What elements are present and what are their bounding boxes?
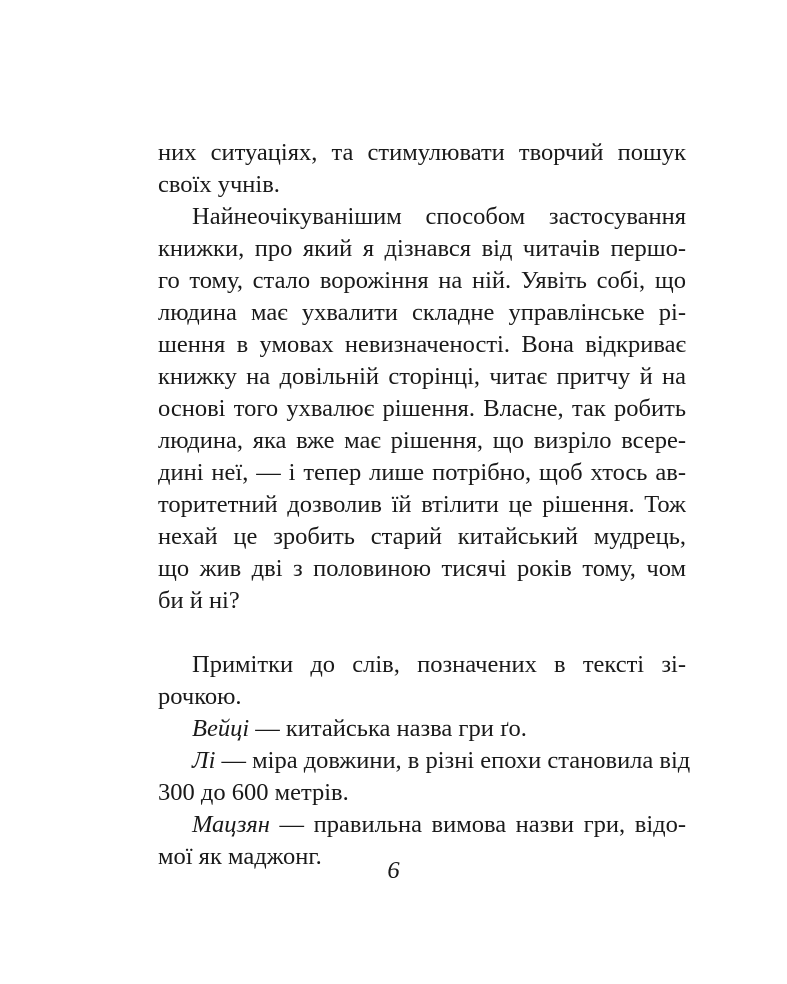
paragraph-2-line-4: людина має ухвалити складне управлінське рі- — [158, 299, 686, 326]
paragraph-2-line-7: основі того ухвалює рішення. Власне, так робить — [158, 395, 686, 422]
note-mahjong-term: Мацзян — [192, 811, 270, 838]
paragraph-2-line-6: книжку на довільній сторінці, читає притчу й на — [158, 363, 686, 390]
paragraph-1-line-1: них ситуаціях, та стимулювати творчий пошук — [158, 139, 686, 166]
notes-intro-line-2: рочкою. — [158, 683, 242, 710]
paragraph-2-line-5: шення в умовах невизначеності. Вона відкриває — [158, 331, 686, 358]
page-number: 6 — [387, 857, 400, 884]
note-weiqi-term: Вейці — [192, 715, 250, 742]
note-li-line-1 — [192, 745, 691, 777]
note-li-term: Лі — [192, 747, 216, 774]
paragraph-1-line-2: своїх учнів. — [158, 171, 280, 198]
note-mahjong-line-1 — [192, 809, 686, 841]
paragraph-2-line-9: дині неї, — і тепер лише потрібно, щоб хтось ав- — [158, 459, 686, 486]
note-li-text: — міра довжини, в різні епохи становила від — [215, 747, 691, 774]
paragraph-2-line-11: нехай це зробить старий китайський мудрець, — [158, 523, 686, 550]
note-mahjong-line-2: мої як маджонг. — [158, 843, 322, 870]
note-weiqi — [192, 713, 686, 745]
paragraph-2-line-10: торитетний дозволив їй втілити це рішення. Тож — [158, 491, 686, 518]
note-li-line-2: 300 до 600 метрів. — [158, 779, 349, 806]
paragraph-2-line-3: го тому, стало ворожіння на ній. Уявіть собі, що — [158, 267, 686, 294]
paragraph-2-line-2: книжки, про який я дізнався від читачів першо- — [158, 235, 686, 262]
notes-intro-line-1: Примітки до слів, позначених в тексті зі- — [192, 651, 686, 678]
paragraph-2-line-13: би й ні? — [158, 587, 240, 614]
paragraph-2-line-1: Найнеочікуванішим способом застосування — [192, 203, 686, 230]
note-weiqi-text: — китайська назва гри ґо. — [249, 715, 527, 742]
paragraph-2-line-8: людина, яка вже має рішення, що визріло всере- — [158, 427, 686, 454]
paragraph-2-line-12: що жив дві з половиною тисячі років тому, чом — [158, 555, 686, 582]
note-mahjong-text: — правильна вимова назви гри, відо- — [269, 811, 686, 838]
